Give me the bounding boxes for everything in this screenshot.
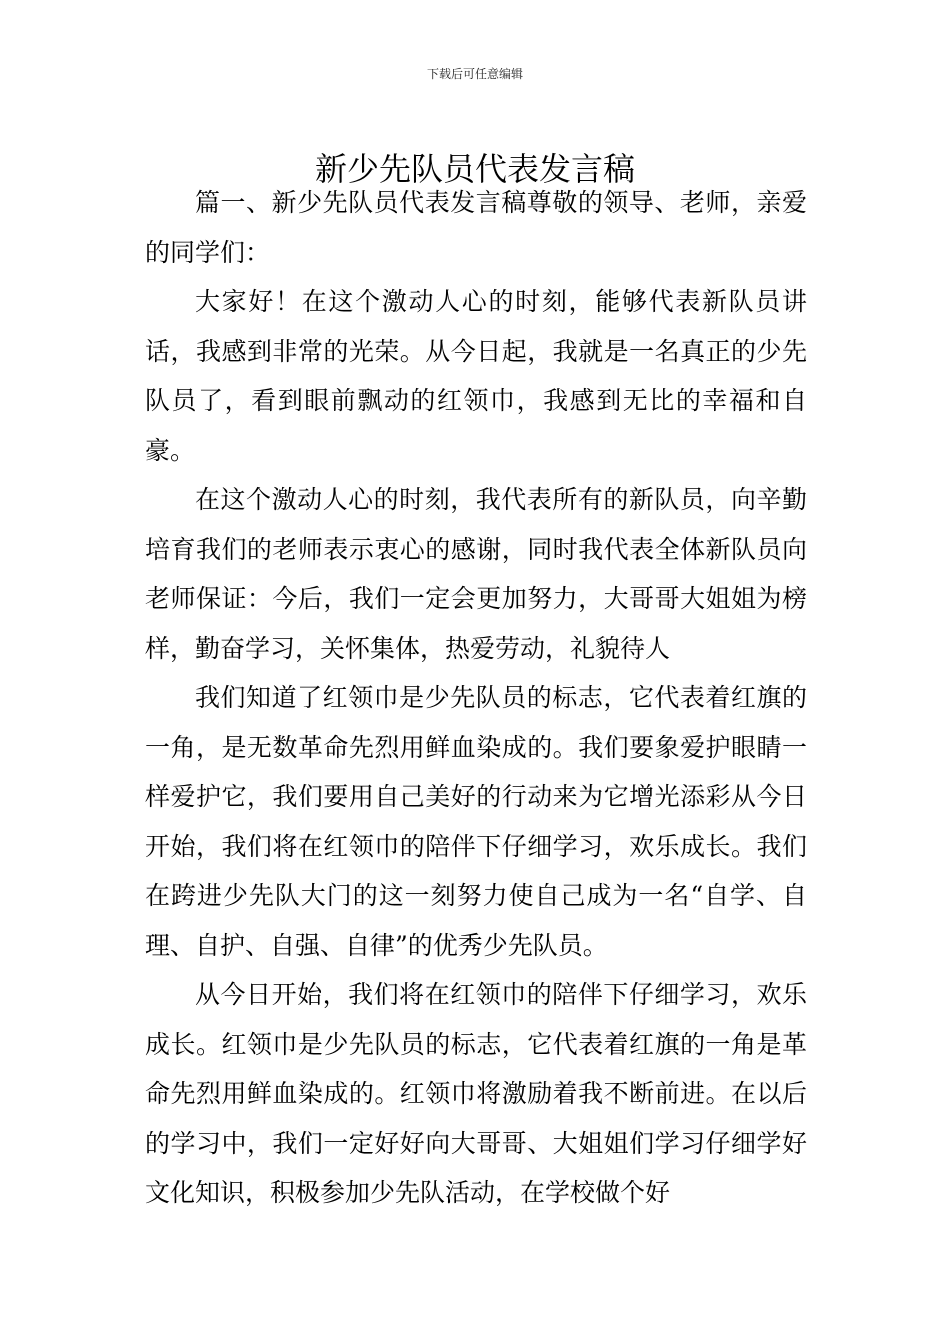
document-body	[145, 178, 807, 1218]
paragraph-5: 从今日开始，我们将在红领巾的陪伴下仔细学习，欢乐成长。红领巾是少先队员的标志，它代表着红旗的一角是革命先烈用鲜血染成的。红领巾将激励着我不断前进。在以后的学习中，我们一定好好向大哥哥、大姐姐们学习仔细学好文化知识，积极参加少先队活动，在学校做个好	[145, 980, 807, 1207]
paragraph-3: 在这个激动人心的时刻，我代表所有的新队员，向辛勤培育我们的老师表示衷心的感谢，同时我代表全体新队员向老师保证：今后，我们一定会更加努力，大哥哥大姐姐为榜样，勤奋学习，关怀集体，热爱劳动，礼貌待人	[145, 485, 807, 663]
paragraph-2: 大家好！在这个激动人心的时刻，能够代表新队员讲话，我感到非常的光荣。从今日起，我就是一名真正的少先队员了，看到眼前飘动的红领巾，我感到无比的幸福和自豪。	[145, 287, 807, 465]
page-header-note: 下载后可任意编辑	[426, 67, 523, 81]
document-title: 新少先队员代表发言稿	[314, 150, 635, 189]
paragraph-1: 篇一、新少先队员代表发言稿尊敬的领导、老师，亲爱的同学们：	[145, 188, 807, 267]
paragraph-4: 我们知道了红领巾是少先队员的标志，它代表着红旗的一角，是无数革命先烈用鲜血染成的。我们要象爱护眼睛一样爱护它，我们要用自己美好的行动来为它增光添彩从今日开始，我们将在红领巾的陪伴下仔细学习，欢乐成长。我们在跨进少先队大门的这一刻努力使自己成为一名“自学、自理、自护、自强、自律”的优秀少先队员。	[145, 683, 807, 960]
